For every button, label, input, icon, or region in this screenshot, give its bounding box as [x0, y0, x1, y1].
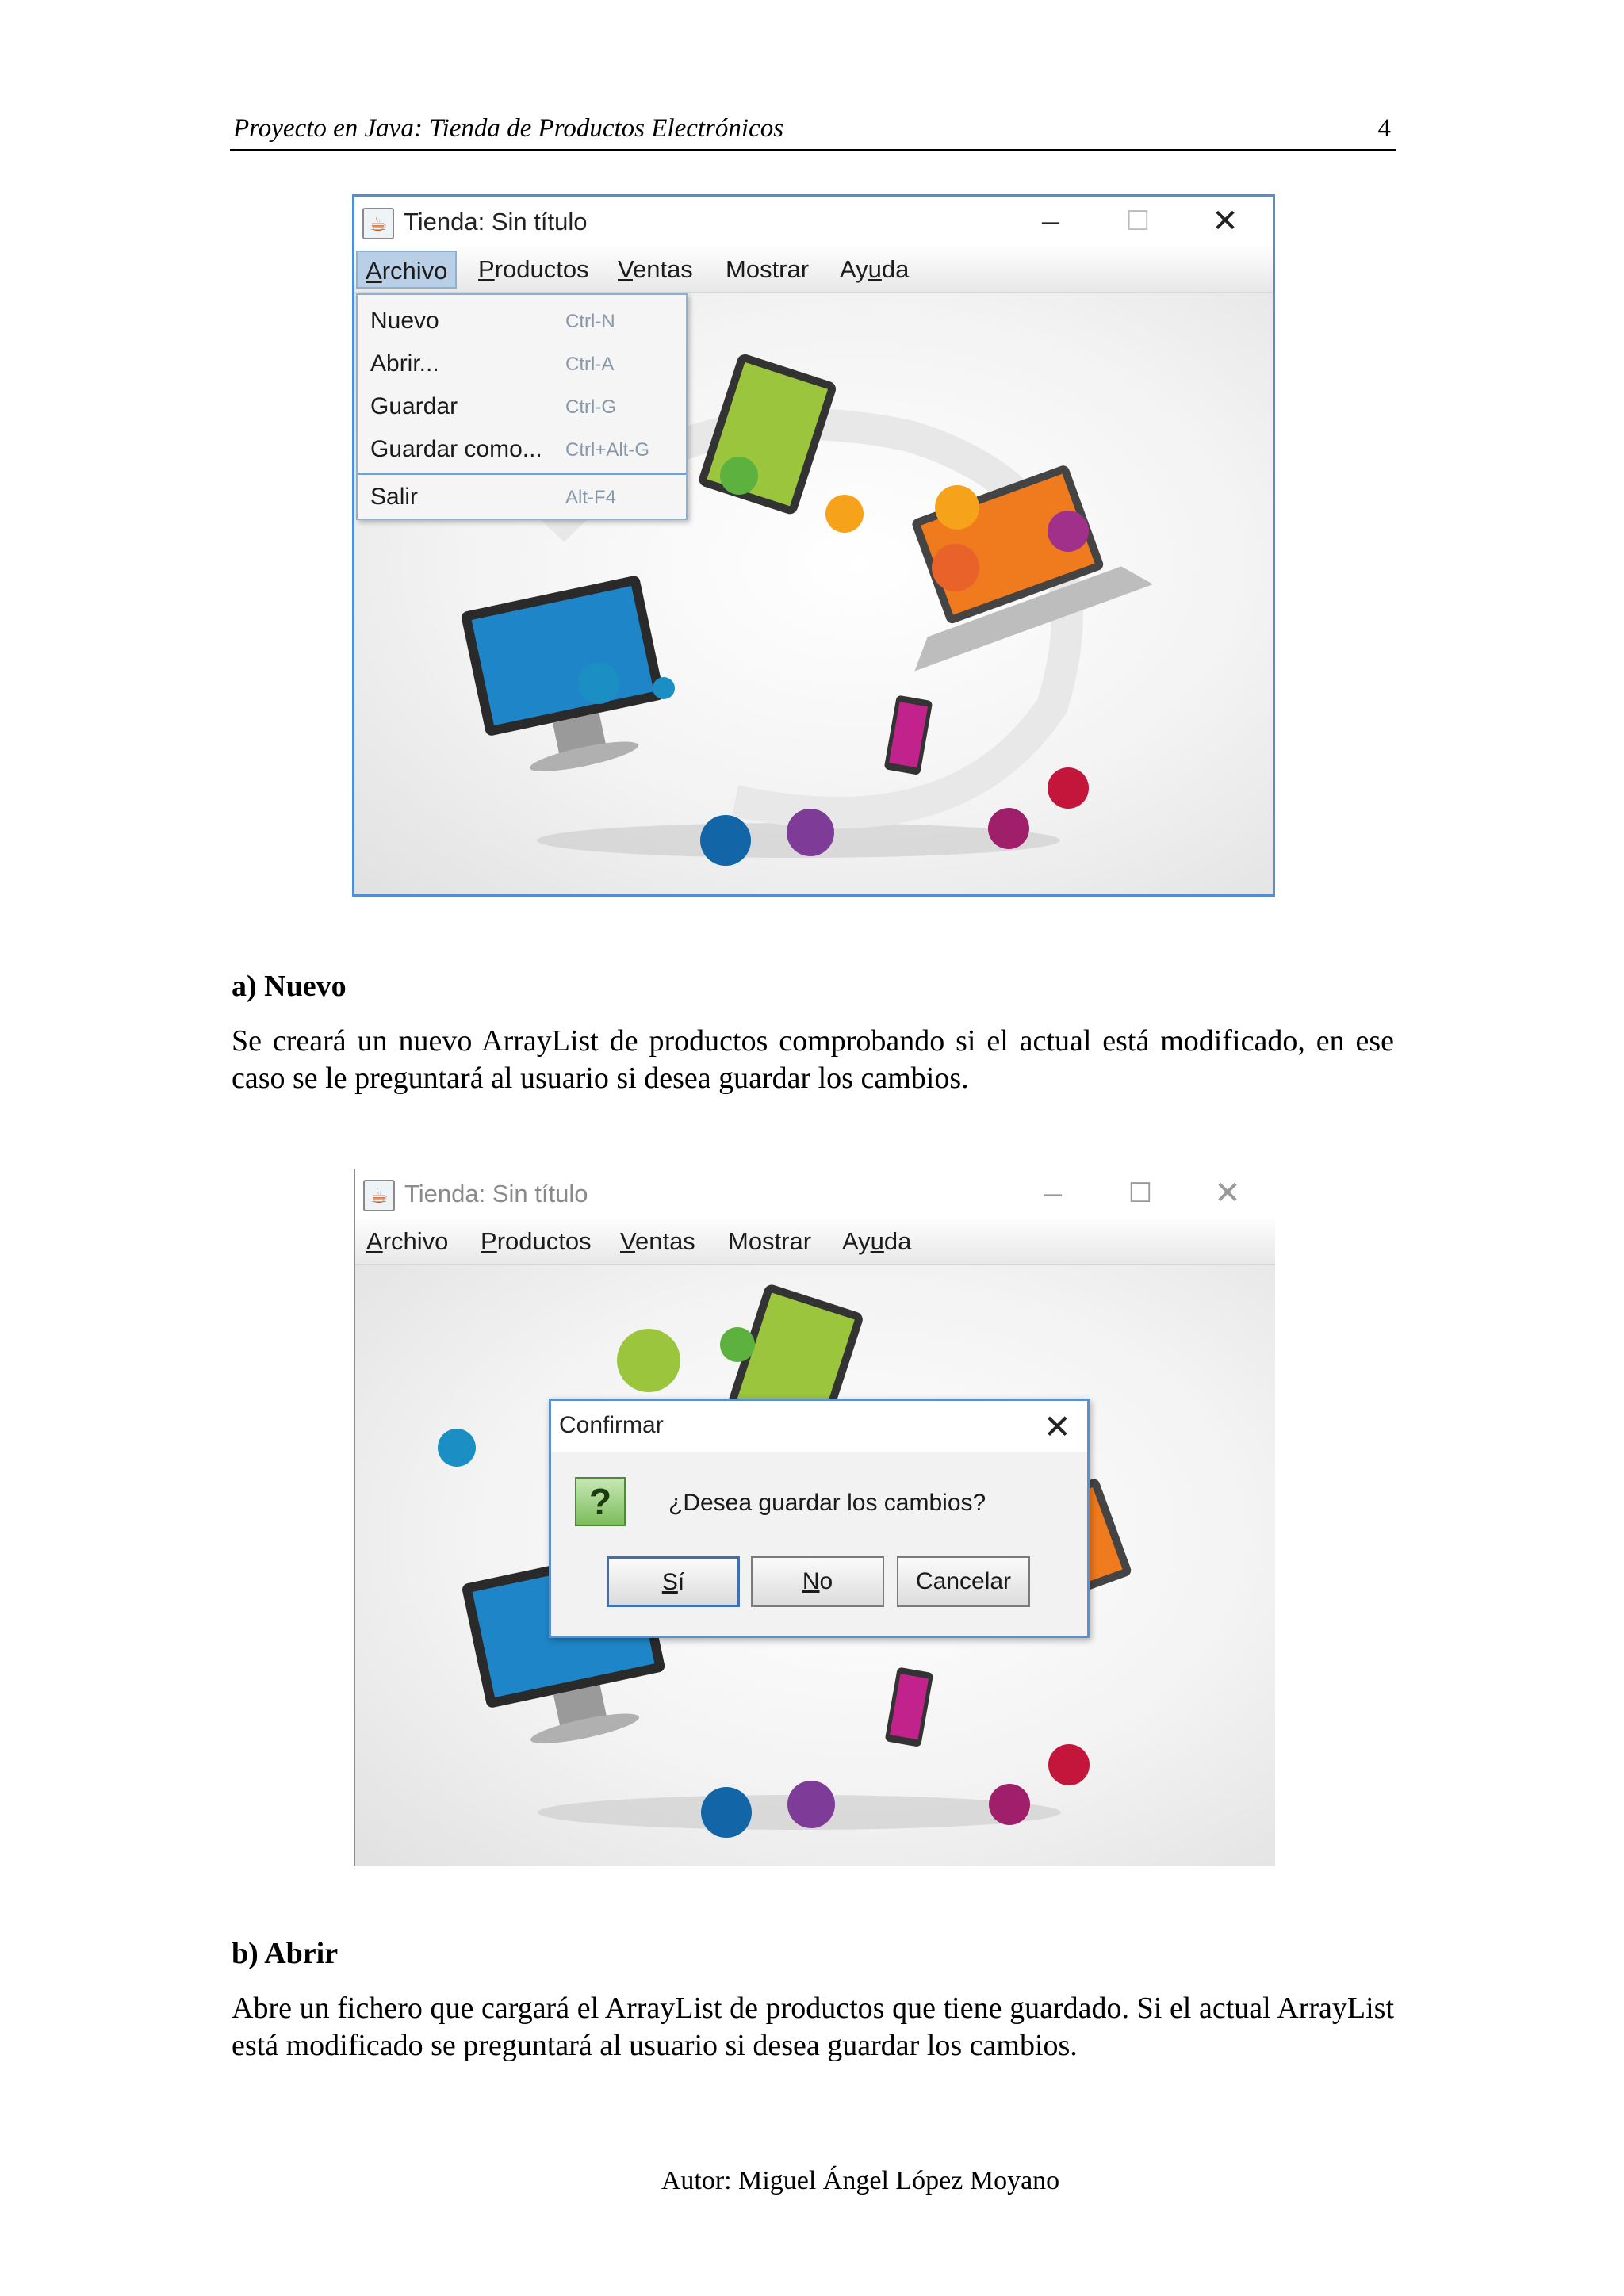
page-footer: Autor: Miguel Ángel López Moyano — [661, 2166, 1060, 2195]
section-a-text: Se creará un nuevo ArrayList de productos comprobando si el actual está modificado, en ese caso se le preguntará al usuario si desea guardar los cambios. — [232, 1024, 1394, 1095]
cancelar-button[interactable]: Cancelar — [897, 1556, 1030, 1607]
minimize-icon[interactable]: – — [1041, 204, 1060, 239]
confirm-dialog — [549, 1399, 1090, 1638]
page-number: 4 — [1377, 114, 1391, 143]
java-icon: ☕ — [362, 208, 394, 239]
menu-archivo[interactable]: Archivo — [356, 251, 457, 289]
menu-ayuda[interactable]: Ayuda — [842, 1227, 912, 1255]
section-b-text: Abre un fichero que cargará el ArrayList de productos que tiene guardado. Si el actual ArrayList está modificado se preguntará al usuario si desea guardar los cambios. — [232, 1992, 1394, 2062]
menu-productos[interactable]: Productos — [478, 255, 589, 283]
window-titlebar — [355, 1169, 1275, 1219]
minimize-icon[interactable]: – — [1044, 1176, 1063, 1211]
java-icon: ☕ — [363, 1180, 395, 1211]
section-b-heading: b) Abrir — [232, 1937, 339, 1970]
dialog-close-icon[interactable]: ✕ — [1043, 1408, 1071, 1445]
menu-ventas[interactable]: Ventas — [620, 1227, 695, 1255]
screenshot-confirm-dialog — [354, 1169, 1275, 1866]
menu-item-guardar-como[interactable]: Guardar como... Ctrl+Alt-G — [370, 436, 650, 462]
window-title: Tienda: Sin título — [404, 208, 588, 235]
section-a-heading: a) Nuevo — [232, 970, 347, 1003]
menu-bar — [355, 1219, 1275, 1265]
maximize-icon[interactable]: ☐ — [1125, 206, 1151, 236]
menu-mostrar[interactable]: Mostrar — [726, 255, 810, 283]
menu-ayuda[interactable]: Ayuda — [840, 255, 910, 283]
close-icon[interactable]: ✕ — [1214, 1176, 1241, 1211]
menu-productos[interactable]: Productos — [481, 1227, 592, 1255]
si-button[interactable]: Sí — [607, 1556, 740, 1607]
menu-mostrar[interactable]: Mostrar — [728, 1227, 812, 1255]
menu-item-nuevo[interactable]: Nuevo Ctrl-N — [370, 308, 615, 334]
dialog-message: ¿Desea guardar los cambios? — [668, 1490, 986, 1516]
screenshot-archivo-menu — [352, 194, 1275, 897]
menu-item-salir[interactable]: Salir Alt-F4 — [370, 484, 617, 510]
menu-ventas[interactable]: Ventas — [618, 255, 693, 283]
archivo-dropdown — [356, 293, 688, 520]
menu-item-abrir[interactable]: Abrir... Ctrl-A — [370, 350, 615, 377]
close-icon[interactable]: ✕ — [1212, 204, 1239, 239]
header-title: Proyecto en Java: Tienda de Productos Electrónicos — [233, 114, 784, 143]
page-header — [230, 111, 1396, 151]
menu-bar — [354, 247, 1273, 293]
window-title: Tienda: Sin título — [404, 1180, 588, 1207]
question-icon: ? — [575, 1477, 626, 1526]
dialog-title: Confirmar — [559, 1412, 664, 1438]
dialog-titlebar — [551, 1401, 1087, 1452]
window-titlebar — [354, 197, 1273, 247]
menu-archivo[interactable]: Archivo — [366, 1227, 449, 1255]
menu-item-guardar[interactable]: Guardar Ctrl-G — [370, 393, 616, 419]
no-button[interactable]: No — [751, 1556, 884, 1607]
maximize-icon[interactable]: ☐ — [1128, 1178, 1153, 1208]
menu-separator — [358, 473, 686, 475]
